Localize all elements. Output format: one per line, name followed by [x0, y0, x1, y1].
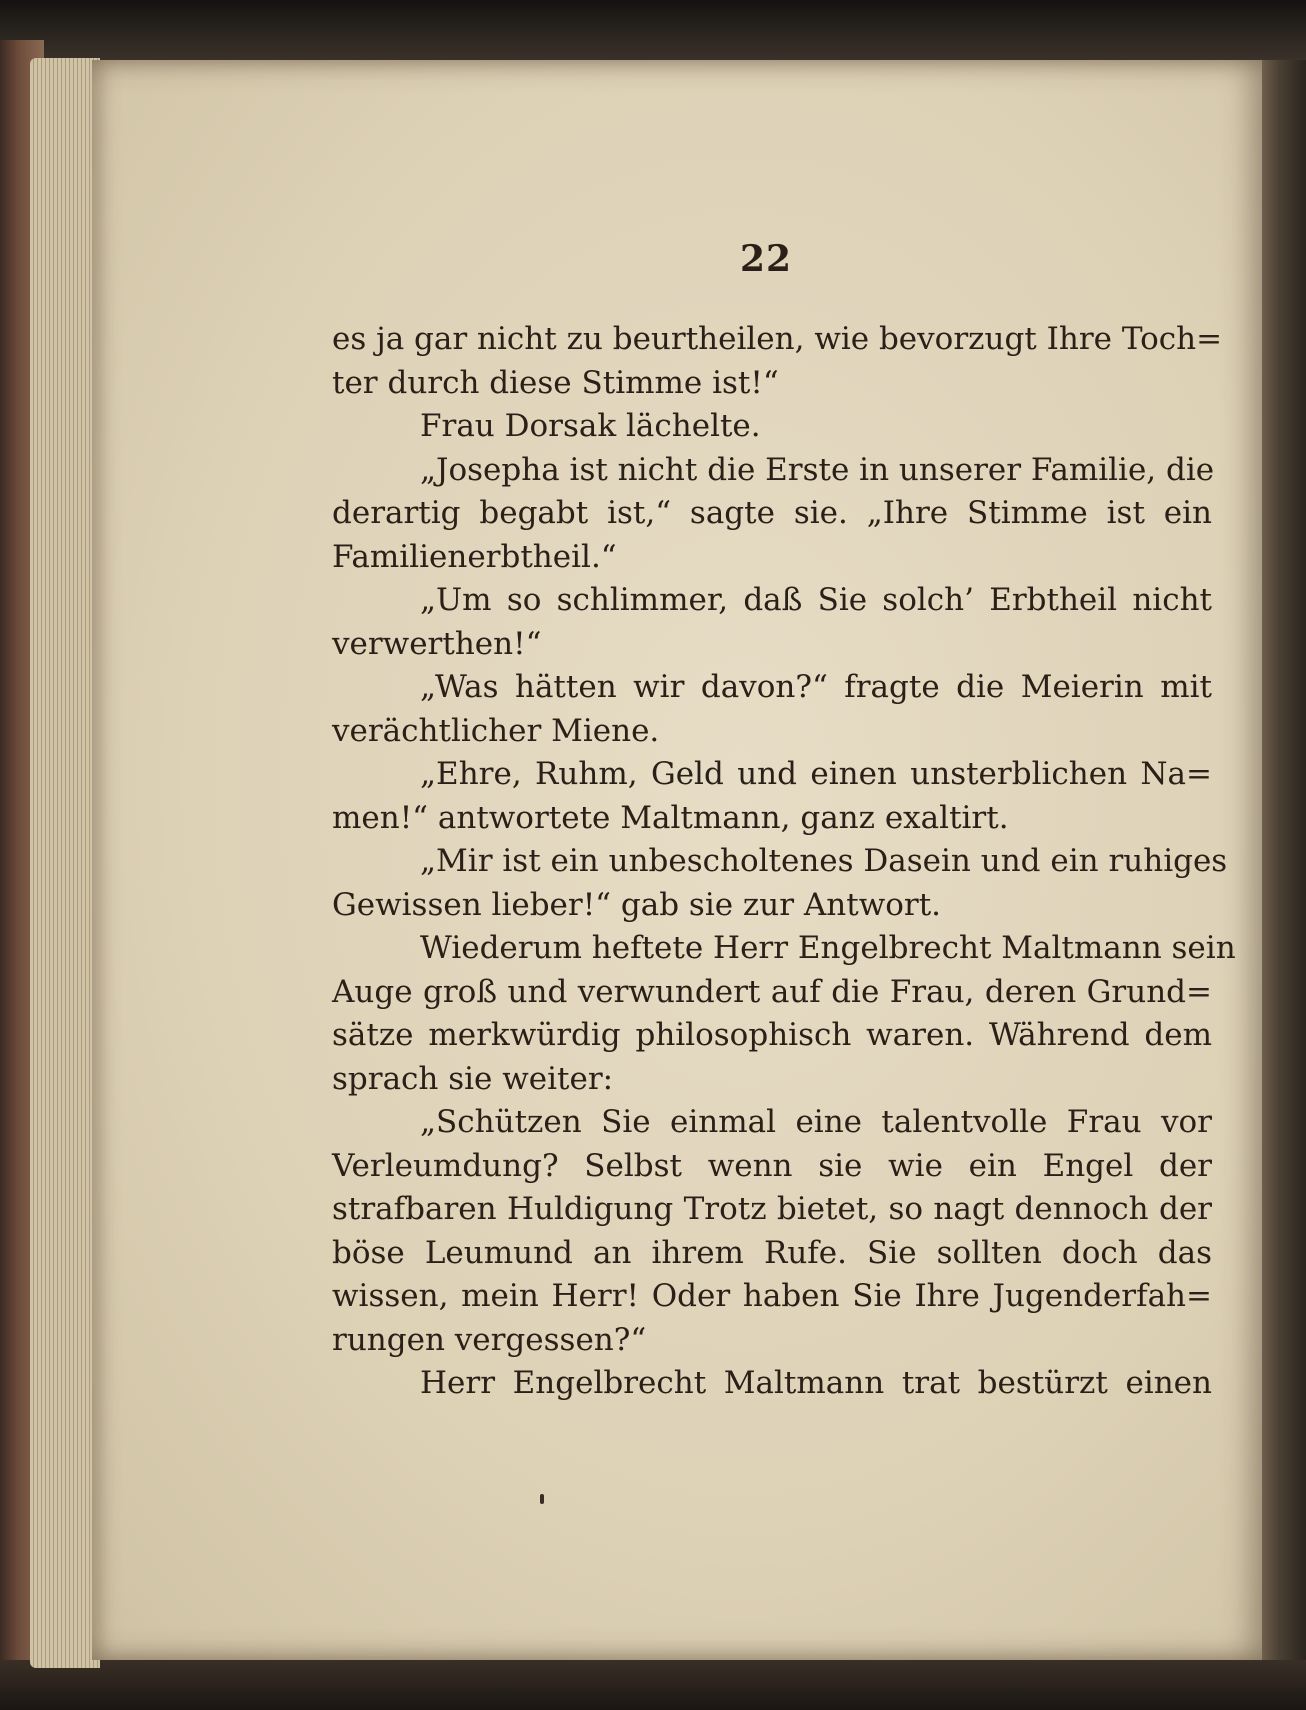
- text-line: Auge groß und verwundert auf die Frau, deren Grund=: [332, 973, 1212, 1010]
- page-edges: [30, 58, 100, 1668]
- text-line: verächtlicher Miene.: [332, 712, 660, 749]
- text-line: rungen vergessen?“: [332, 1321, 647, 1358]
- text-line: men!“ antwortete Maltmann, ganz exaltirt.: [332, 799, 1009, 836]
- text-line: derartig begabt ist,“ sagte sie. „Ihre Stimme ist ein: [332, 495, 1212, 531]
- text-line: verwerthen!“: [332, 625, 542, 662]
- text-line: „Mir ist ein unbescholtenes Dasein und ein ruhiges: [420, 843, 1228, 879]
- ink-speck: [540, 1494, 544, 1504]
- text-line: Frau Dorsak lächelte.: [420, 408, 761, 444]
- text-line: Herr Engelbrecht Maltmann trat bestürzt einen: [420, 1365, 1212, 1401]
- text-line: „Was hätten wir davon?“ fragte die Meierin mit: [420, 669, 1212, 705]
- page-number: 22: [740, 238, 793, 280]
- text-line: Wiederum heftete Herr Engelbrecht Maltmann sein: [420, 930, 1236, 966]
- text-line: böse Leumund an ihrem Rufe. Sie sollten doch das: [332, 1234, 1212, 1271]
- text-line: Familienerbtheil.“: [332, 538, 617, 575]
- text-line: Verleumdung? Selbst wenn sie wie ein Engel der: [332, 1147, 1212, 1184]
- text-line: es ja gar nicht zu beurtheilen, wie bevorzugt Ihre Toch=: [332, 321, 1223, 357]
- book-gutter-right: [1262, 60, 1306, 1660]
- text-line: strafbaren Huldigung Trotz bietet, so nagt dennoch der: [332, 1191, 1212, 1227]
- text-line: wissen, mein Herr! Oder haben Sie Ihre Jugenderfah=: [332, 1278, 1212, 1314]
- text-line: „Schützen Sie einmal eine talentvolle Frau vor: [420, 1104, 1212, 1140]
- text-line: „Ehre, Ruhm, Geld und einen unsterblichen Na=: [420, 756, 1212, 792]
- text-line: sprach sie weiter:: [332, 1060, 614, 1097]
- book-cover-top: [0, 0, 1306, 60]
- page-text: [332, 318, 1236, 1406]
- text-line: sätze merkwürdig philosophisch waren. Während dem: [332, 1017, 1212, 1053]
- text-line: ter durch diese Stimme ist!“: [332, 364, 779, 401]
- text-line: „Josepha ist nicht die Erste in unserer Familie, die: [420, 451, 1215, 488]
- text-line: Gewissen lieber!“ gab sie zur Antwort.: [332, 886, 942, 923]
- book-cover-bottom: [0, 1660, 1306, 1710]
- text-line: „Um so schlimmer, daß Sie solch’ Erbtheil nicht: [420, 582, 1212, 618]
